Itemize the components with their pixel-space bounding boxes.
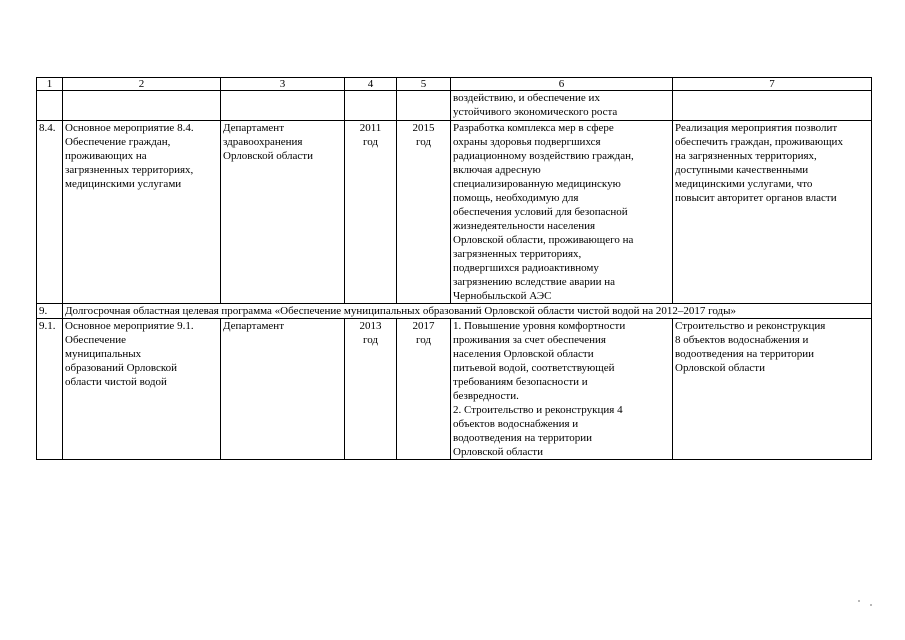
scan-speck — [870, 604, 872, 606]
section-row-9 — [37, 304, 872, 319]
program-table — [36, 77, 872, 460]
column-number-row — [37, 78, 872, 91]
cont-cell-7 — [673, 91, 872, 121]
section-number: 9. — [37, 304, 63, 319]
column-number-7: 7 — [673, 78, 872, 91]
column-number-6: 6 — [451, 78, 673, 91]
executor: Департамент здравоохранения Орловской области — [221, 121, 345, 304]
end-year: 2015 год — [397, 121, 451, 304]
section-title: Долгосрочная областная целевая программа «Обеспечение муниципальных образований Орловской области чистой водой на 2012–2017 годы» — [63, 304, 872, 319]
cont-cell-5 — [397, 91, 451, 121]
consequence: Реализация мероприятия позволит обеспечить граждан, проживающих на загрязненных территориях, доступными качественными медицинскими услугами, что повысит авторитет органов власти — [673, 121, 872, 304]
expected-result: 1. Повышение уровня комфортности проживания за счет обеспечения населения Орловской области питьевой водой, соответствующей требованиям безопасности и безвредности. 2. Строительство и реконструкция 4 объектов водоснабжения и водоотведения на территории Орловской области — [451, 319, 673, 460]
table-row-9-1 — [37, 319, 872, 460]
cont-cell-4 — [345, 91, 397, 121]
consequence: Строительство и реконструкция 8 объектов водоснабжения и водоотведения на территории Орловской области — [673, 319, 872, 460]
measure-name: Основное мероприятие 9.1. Обеспечение муниципальных образований Орловской области чистой водой — [63, 319, 221, 460]
row-number: 8.4. — [37, 121, 63, 304]
cont-cell-2 — [63, 91, 221, 121]
expected-result: Разработка комплекса мер в сфере охраны здоровья подвергшихся радиационному воздействию граждан, включая адресную специализированную медицинскую помощь, необходимую для обеспечения условий для безопасной жизнедеятельности населения Орловской области, проживающего на загрязненных территориях, подвергшихся радиоактивному загрязнению вследствие аварии на Чернобыльской АЭС — [451, 121, 673, 304]
column-number-5: 5 — [397, 78, 451, 91]
scan-speck — [858, 600, 860, 602]
cont-cell-1 — [37, 91, 63, 121]
column-number-4: 4 — [345, 78, 397, 91]
start-year: 2013 год — [345, 319, 397, 460]
table-row-8-4 — [37, 121, 872, 304]
end-year: 2017 год — [397, 319, 451, 460]
measure-name: Основное мероприятие 8.4. Обеспечение граждан, проживающих на загрязненных территориях, медицинскими услугами — [63, 121, 221, 304]
cont-result-text: воздействию, и обеспечение их устойчивого экономического роста — [451, 91, 673, 121]
cont-cell-3 — [221, 91, 345, 121]
column-number-3: 3 — [221, 78, 345, 91]
column-number-1: 1 — [37, 78, 63, 91]
column-number-2: 2 — [63, 78, 221, 91]
continuation-row — [37, 91, 872, 121]
executor: Департамент — [221, 319, 345, 460]
row-number: 9.1. — [37, 319, 63, 460]
start-year: 2011 год — [345, 121, 397, 304]
